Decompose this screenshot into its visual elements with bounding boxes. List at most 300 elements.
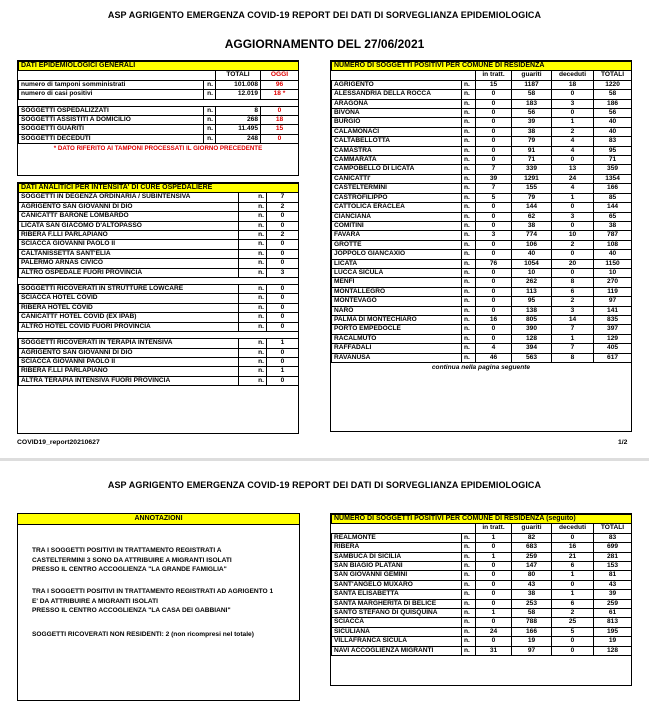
row-value: 0 (267, 348, 299, 357)
comune-name: PALMA DI MONTECHIARO (332, 315, 462, 324)
in-tratt-value: 0 (476, 637, 512, 646)
table-row (19, 313, 299, 322)
deceduti-value: 6 (552, 287, 594, 296)
deceduti-value: 2 (552, 609, 594, 618)
row-value: 0 (267, 240, 299, 249)
in-tratt-value: 5 (476, 193, 512, 202)
deceduti-value: 3 (552, 212, 594, 221)
group-header-row (19, 193, 299, 202)
row-unit: n. (462, 571, 476, 580)
table-row (332, 599, 632, 608)
totali-value: 56 (594, 109, 632, 118)
comune-name: MENFI (332, 278, 462, 287)
deceduti-value: 0 (552, 221, 594, 230)
group-label: SOGGETTI RICOVERATI IN TERAPIA INTENSIVA (19, 339, 239, 348)
in-tratt-value: 7 (476, 184, 512, 193)
row-value: 0 (267, 313, 299, 322)
row-unit: n. (204, 116, 216, 125)
general-data-table (18, 61, 299, 144)
deceduti-value: 6 (552, 562, 594, 571)
guariti-value: 774 (512, 231, 552, 240)
deceduti-value: 7 (552, 344, 594, 353)
guariti-value: 106 (512, 240, 552, 249)
table-row (19, 134, 299, 143)
totali-value: 405 (594, 344, 632, 353)
deceduti-value: 21 (552, 552, 594, 561)
row-unit: n. (462, 627, 476, 636)
row-label: ALTRO HOTEL COVID FUORI PROVINCIA (19, 322, 239, 331)
row-unit: n. (462, 353, 476, 362)
comune-name: CAMPOBELLO DI LICATA (332, 165, 462, 174)
totali-value: 83 (594, 533, 632, 542)
comune-name: SCIACCA (332, 618, 462, 627)
row-today: 18 * (261, 90, 299, 99)
deceduti-value: 1 (552, 334, 594, 343)
in-tratt-value: 0 (476, 268, 512, 277)
row-unit: n. (462, 543, 476, 552)
comune-name: RAFFADALI (332, 344, 462, 353)
totali-value: 81 (594, 571, 632, 580)
totali-value: 141 (594, 306, 632, 315)
row-unit: n. (462, 552, 476, 561)
row-today: 15 (261, 125, 299, 134)
annotation-3: SOGGETTI RICOVERATI NON RESIDENTI: 2 (non ricompresi nel totale) (32, 631, 254, 638)
row-today: 0 (261, 134, 299, 143)
guariti-value: 166 (512, 627, 552, 636)
in-tratt-value: 0 (476, 278, 512, 287)
deceduti-value: 8 (552, 278, 594, 287)
row-unit: n. (462, 174, 476, 183)
comune-name: PORTO EMPEDOCLE (332, 325, 462, 334)
comune-name: SANTO STEFANO DI QUISQUINA (332, 609, 462, 618)
totali-value: 85 (594, 193, 632, 202)
general-title: DATI EPIDEMIOLOGICI GENERALI (19, 62, 299, 71)
table-row (332, 203, 632, 212)
deceduti-value: 1 (552, 590, 594, 599)
totali-value: 39 (594, 590, 632, 599)
table-row (332, 174, 632, 183)
row-unit: n. (462, 231, 476, 240)
deceduti-value: 1 (552, 571, 594, 580)
deceduti-value: 1 (552, 118, 594, 127)
totali-value: 95 (594, 146, 632, 155)
in-tratt-value: 1 (476, 609, 512, 618)
comune-name: JOPPOLO GIANCAXIO (332, 250, 462, 259)
row-unit: n. (462, 315, 476, 324)
report-page-2 (0, 463, 649, 705)
row-unit: n. (239, 376, 267, 385)
in-tratt-value: 0 (476, 118, 512, 127)
deceduti-value: 0 (552, 580, 594, 589)
row-label: ALTRO OSPEDALE FUORI PROVINCIA (19, 268, 239, 277)
row-total: 268 (216, 116, 261, 125)
table-row (332, 99, 632, 108)
totali-value: 19 (594, 637, 632, 646)
row-value: 0 (267, 303, 299, 312)
totali-value: 58 (594, 90, 632, 99)
group-value: 7 (267, 193, 299, 202)
row-unit: n. (462, 80, 476, 89)
col-oggi: OGGI (261, 71, 299, 80)
in-tratt-value: 0 (476, 137, 512, 146)
guariti-value: 71 (512, 156, 552, 165)
table-row (332, 90, 632, 99)
totali-value: 699 (594, 543, 632, 552)
row-value: 0 (267, 357, 299, 366)
comune-name: SANT'ANGELO MUXARO (332, 580, 462, 589)
table-row (332, 240, 632, 249)
row-unit: n. (239, 231, 267, 240)
in-tratt-value: 0 (476, 571, 512, 580)
deceduti-value: 4 (552, 137, 594, 146)
row-value: 2 (267, 202, 299, 211)
deceduti-value: 0 (552, 156, 594, 165)
row-unit: n. (239, 240, 267, 249)
annotation-2-line: TRA I SOGGETTI POSITIVI IN TRATTAMENTO REGISTRATI AD AGRIGENTO 1 (32, 588, 274, 595)
row-label: RIBERA F.LLI PARLAPIANO (19, 231, 239, 240)
row-unit: n. (462, 334, 476, 343)
deceduti-value: 1 (552, 193, 594, 202)
col-totali: TOTALI (594, 524, 632, 533)
guariti-value: 144 (512, 203, 552, 212)
table-row (19, 90, 299, 99)
table-row (332, 80, 632, 89)
guariti-value: 58 (512, 609, 552, 618)
in-tratt-value: 0 (476, 306, 512, 315)
col-totali: TOTALI (594, 71, 632, 80)
table-row (19, 202, 299, 211)
in-tratt-value: 0 (476, 297, 512, 306)
guariti-value: 97 (512, 646, 552, 655)
totali-value: 128 (594, 646, 632, 655)
guariti-value: 56 (512, 109, 552, 118)
comune-name: GROTTE (332, 240, 462, 249)
row-unit: n. (239, 348, 267, 357)
row-value: 2 (267, 231, 299, 240)
guariti-value: 38 (512, 221, 552, 230)
guariti-value: 62 (512, 212, 552, 221)
totali-value: 119 (594, 287, 632, 296)
row-unit: n. (239, 202, 267, 211)
row-label: PALERMO ARNAS CIVICO (19, 259, 239, 268)
table-row (332, 268, 632, 277)
table-row (332, 580, 632, 589)
col-totali: TOTALI (216, 71, 261, 80)
municipal-title-2: NUMERO DI SOGGETTI POSITIVI PER COMUNE DI RESIDENZA (seguito) (332, 515, 632, 524)
deceduti-value: 25 (552, 618, 594, 627)
row-unit: n. (239, 221, 267, 230)
col-deceduti: deceduti (552, 71, 594, 80)
guariti-value: 113 (512, 287, 552, 296)
table-row (332, 543, 632, 552)
guariti-value: 259 (512, 552, 552, 561)
deceduti-value: 2 (552, 127, 594, 136)
comune-name: NARO (332, 306, 462, 315)
deceduti-value: 5 (552, 627, 594, 636)
table-row (332, 297, 632, 306)
comune-name: SANTA ELISABETTA (332, 590, 462, 599)
row-unit: n. (239, 367, 267, 376)
in-tratt-value: 0 (476, 580, 512, 589)
comune-name: MONTEVAGO (332, 297, 462, 306)
guariti-value: 805 (512, 315, 552, 324)
deceduti-value: 6 (552, 599, 594, 608)
row-label: AGRIGENTO SAN GIOVANNI DI DIO (19, 348, 239, 357)
deceduti-value: 10 (552, 231, 594, 240)
table-row (332, 250, 632, 259)
totali-value: 1354 (594, 174, 632, 183)
comune-name: CASTROFILIPPO (332, 193, 462, 202)
col-guariti: guariti (512, 524, 552, 533)
guariti-value: 683 (512, 543, 552, 552)
table-row (332, 315, 632, 324)
table-row (332, 334, 632, 343)
table-row (332, 609, 632, 618)
table-row (19, 259, 299, 268)
row-unit: n. (239, 268, 267, 277)
row-unit: n. (462, 99, 476, 108)
in-tratt-value: 0 (476, 221, 512, 230)
row-label: numero di casi positivi (19, 90, 204, 99)
table-row (332, 146, 632, 155)
table-row (332, 287, 632, 296)
row-unit: n. (462, 146, 476, 155)
comune-name: REALMONTE (332, 533, 462, 542)
comune-name: SICULIANA (332, 627, 462, 636)
table-row (19, 303, 299, 312)
row-unit: n. (462, 250, 476, 259)
in-tratt-value: 0 (476, 212, 512, 221)
in-tratt-value: 4 (476, 344, 512, 353)
in-tratt-value: 15 (476, 80, 512, 89)
municipal-title-1: NUMERO DI SOGGETTI POSITIVI PER COMUNE DI RESIDENZA (332, 62, 632, 71)
in-tratt-value: 0 (476, 99, 512, 108)
table-row (332, 231, 632, 240)
row-unit: n. (239, 294, 267, 303)
totali-value: 270 (594, 278, 632, 287)
deceduti-value: 0 (552, 533, 594, 542)
in-tratt-value: 0 (476, 287, 512, 296)
annotation-1-line: PRESSO IL CENTRO ACCOGLIENZA "LA GRANDE FAMIGLIA" (32, 566, 227, 573)
table-row (19, 106, 299, 115)
table-row (332, 156, 632, 165)
hospital-data-table (18, 183, 299, 386)
row-today: 18 (261, 116, 299, 125)
row-value: 1 (267, 367, 299, 376)
deceduti-value: 0 (552, 268, 594, 277)
guariti-value: 390 (512, 325, 552, 334)
table-row (332, 127, 632, 136)
row-value: 3 (267, 268, 299, 277)
continua-note: continua nella pagina seguente (431, 364, 531, 371)
in-tratt-value: 0 (476, 590, 512, 599)
deceduti-value: 7 (552, 325, 594, 334)
totali-value: 1150 (594, 259, 632, 268)
row-unit: n. (462, 221, 476, 230)
table-row (19, 249, 299, 258)
in-tratt-value: 0 (476, 203, 512, 212)
row-label: SOGGETTI GUARITI (19, 125, 204, 134)
group-gap (19, 332, 299, 339)
row-unit: n. (462, 599, 476, 608)
guariti-value: 39 (512, 118, 552, 127)
comune-name: VILLAFRANCA SICULA (332, 637, 462, 646)
deceduti-value: 0 (552, 90, 594, 99)
guariti-value: 38 (512, 127, 552, 136)
in-tratt-value: 7 (476, 165, 512, 174)
in-tratt-value: 0 (476, 109, 512, 118)
deceduti-value: 3 (552, 99, 594, 108)
row-unit: n. (462, 184, 476, 193)
comune-name: CASTELTERMINI (332, 184, 462, 193)
comune-name: CALAMONACI (332, 127, 462, 136)
row-unit: n. (239, 313, 267, 322)
comune-name: RACALMUTO (332, 334, 462, 343)
table-row (19, 357, 299, 366)
totali-value: 359 (594, 165, 632, 174)
table-row (332, 118, 632, 127)
deceduti-value: 0 (552, 109, 594, 118)
comune-name: ALESSANDRIA DELLA ROCCA (332, 90, 462, 99)
totali-value: 153 (594, 562, 632, 571)
totali-value: 65 (594, 212, 632, 221)
group-header-row (19, 285, 299, 294)
table-row (19, 125, 299, 134)
guariti-value: 138 (512, 306, 552, 315)
row-value: 0 (267, 294, 299, 303)
row-unit: n. (462, 165, 476, 174)
table-row (19, 221, 299, 230)
gap-cell (19, 332, 299, 339)
table-row (332, 325, 632, 334)
in-tratt-value: 0 (476, 325, 512, 334)
footer-page: 1/2 (618, 439, 628, 446)
comune-name: SAN GIOVANNI GEMINI (332, 571, 462, 580)
table-row (332, 646, 632, 655)
row-unit: n. (239, 212, 267, 221)
table-row (332, 571, 632, 580)
deceduti-value: 4 (552, 146, 594, 155)
annotation-2-line: PRESSO IL CENTRO ACCOGLIENZA "LA CASA DEI GABBIANI" (32, 607, 231, 614)
row-unit: n. (462, 268, 476, 277)
row-unit: n. (462, 137, 476, 146)
totali-value: 281 (594, 552, 632, 561)
guariti-value: 38 (512, 590, 552, 599)
row-unit: n. (462, 259, 476, 268)
page-separator (0, 458, 649, 461)
municipal-box-2 (330, 513, 632, 686)
table-row (19, 231, 299, 240)
totali-value: 61 (594, 609, 632, 618)
guariti-value: 95 (512, 297, 552, 306)
comune-name: CATTOLICA ERACLEA (332, 203, 462, 212)
table-row (19, 116, 299, 125)
row-today: 96 (261, 80, 299, 89)
row-unit: n. (462, 306, 476, 315)
comune-name: LICATA (332, 259, 462, 268)
guariti-value: 19 (512, 637, 552, 646)
guariti-value: 147 (512, 562, 552, 571)
guariti-value: 155 (512, 184, 552, 193)
totali-value: 10 (594, 268, 632, 277)
group-value: 1 (267, 339, 299, 348)
row-value: 0 (267, 322, 299, 331)
deceduti-value: 8 (552, 353, 594, 362)
municipal-box-1 (330, 60, 632, 432)
row-total: 248 (216, 134, 261, 143)
deceduti-value: 0 (552, 646, 594, 655)
guariti-value: 788 (512, 618, 552, 627)
table-row (332, 533, 632, 542)
guariti-value: 80 (512, 571, 552, 580)
hospital-data-box (17, 182, 299, 434)
totali-value: 144 (594, 203, 632, 212)
comune-name: AGRIGENTO (332, 80, 462, 89)
in-tratt-value: 0 (476, 240, 512, 249)
deceduti-value: 24 (552, 174, 594, 183)
in-tratt-value: 1 (476, 533, 512, 542)
row-label: SCIACCA GIOVANNI PAOLO II (19, 240, 239, 249)
row-unit: n. (462, 590, 476, 599)
row-unit: n. (462, 533, 476, 542)
table-row (332, 552, 632, 561)
totali-value: 129 (594, 334, 632, 343)
row-unit: n. (462, 90, 476, 99)
report-header-2: ASP AGRIGENTO EMERGENZA COVID-19 REPORT DEI DATI DI SORVEGLIANZA EPIDEMIOLOGICA (107, 480, 542, 490)
in-tratt-value: 0 (476, 562, 512, 571)
guariti-value: 58 (512, 90, 552, 99)
row-label: RIBERA HOTEL COVID (19, 303, 239, 312)
totali-value: 397 (594, 325, 632, 334)
table-row (19, 348, 299, 357)
row-unit: n. (462, 297, 476, 306)
in-tratt-value: 0 (476, 250, 512, 259)
row-label: CANICATTI' HOTEL COVID (EX IPAB) (19, 313, 239, 322)
annotation-2-line: E' DA ATTRIBUIRE A MIGRANTI ISOLATI (32, 597, 158, 605)
totali-value: 97 (594, 297, 632, 306)
guariti-value: 79 (512, 137, 552, 146)
row-unit: n. (462, 344, 476, 353)
in-tratt-value: 24 (476, 627, 512, 636)
guariti-value: 40 (512, 250, 552, 259)
in-tratt-value: 0 (476, 599, 512, 608)
totali-value: 186 (594, 99, 632, 108)
in-tratt-value: 31 (476, 646, 512, 655)
table-row (332, 212, 632, 221)
guariti-value: 262 (512, 278, 552, 287)
in-tratt-value: 0 (476, 156, 512, 165)
row-label: AGRIGENTO SAN GIOVANNI DI DIO (19, 202, 239, 211)
comune-name: CAMASTRA (332, 146, 462, 155)
comune-name: NAVI ACCOGLIENZA MIGRANTI (332, 646, 462, 655)
row-label: RIBERA F.LLI PARLAPIANO (19, 367, 239, 376)
row-unit: n. (462, 618, 476, 627)
comune-name: SAN BIAGIO PLATANI (332, 562, 462, 571)
deceduti-value: 18 (552, 80, 594, 89)
deceduti-value: 4 (552, 184, 594, 193)
row-label: SCIACCA GIOVANNI PAOLO II (19, 357, 239, 366)
col-in-tratt: in tratt. (476, 71, 512, 80)
group-unit: n. (239, 339, 267, 348)
comune-name: MONTALLEGRO (332, 287, 462, 296)
in-tratt-value: 0 (476, 543, 512, 552)
comune-name: COMITINI (332, 221, 462, 230)
totali-value: 617 (594, 353, 632, 362)
row-unit: n. (204, 106, 216, 115)
row-unit: n. (462, 646, 476, 655)
row-unit: n. (462, 156, 476, 165)
row-unit: n. (239, 357, 267, 366)
